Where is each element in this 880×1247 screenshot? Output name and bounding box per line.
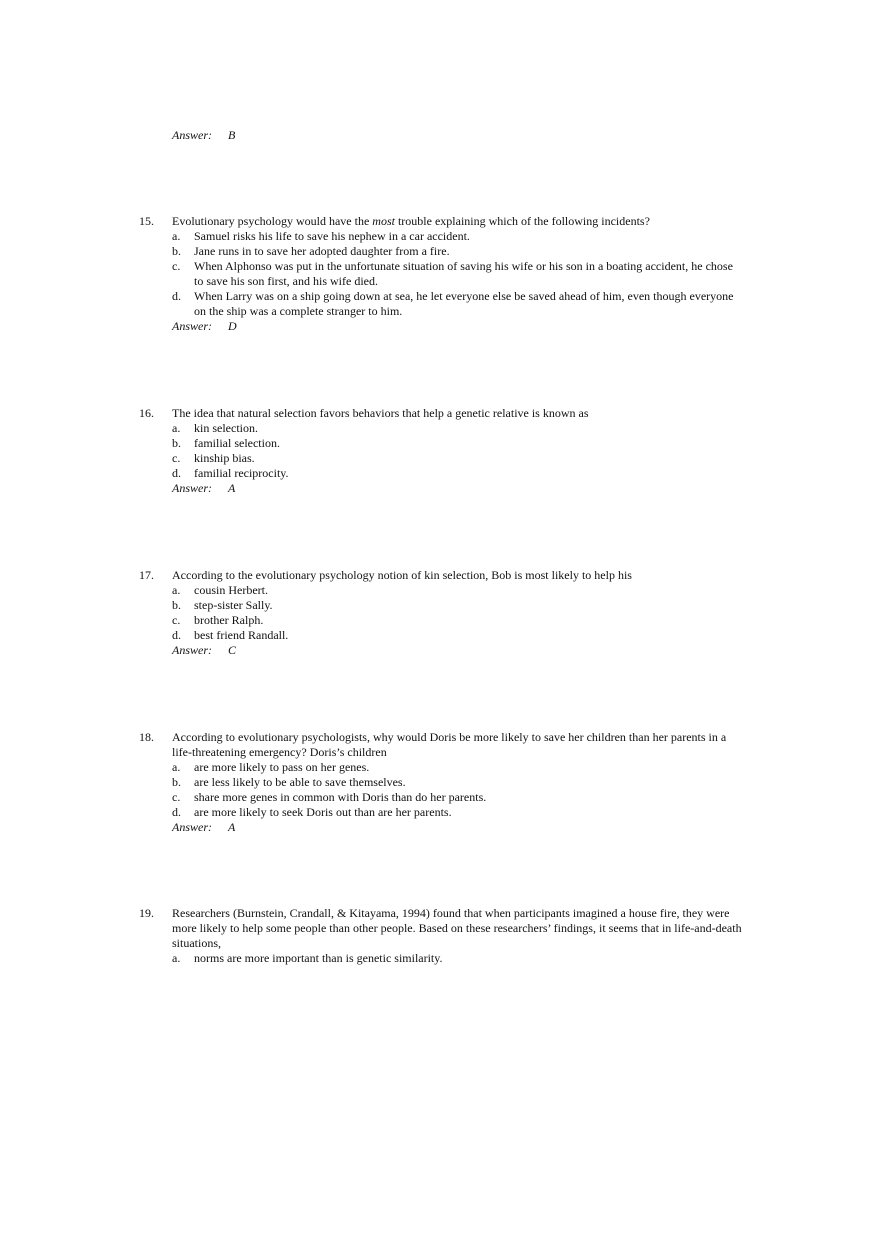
question-19 — [0, 906, 880, 966]
answer-value: A — [228, 820, 236, 834]
option-d — [0, 628, 742, 643]
option-letter: c. — [172, 451, 181, 465]
stem-text: Evolutionary psychology would have the — [172, 214, 373, 228]
stem-text: trouble explaining which of the following incidents? — [394, 214, 650, 228]
option-text: cousin Herbert. — [194, 583, 268, 597]
option-text: familial reciprocity. — [194, 466, 289, 480]
question-number: 19. — [139, 906, 154, 920]
option-letter: d. — [172, 805, 181, 819]
answer-value: D — [228, 319, 237, 333]
option-d — [0, 289, 742, 319]
options-list — [0, 951, 880, 966]
question-stem — [0, 730, 742, 760]
option-letter: b. — [172, 598, 181, 612]
options-list — [0, 583, 880, 643]
options-list — [0, 229, 880, 319]
question-17 — [0, 568, 880, 658]
question-stem — [0, 906, 742, 951]
option-d — [0, 805, 742, 820]
option-letter: c. — [172, 259, 181, 273]
option-text: share more genes in common with Doris than do her parents. — [194, 790, 487, 804]
option-text: kinship bias. — [194, 451, 255, 465]
question-number: 15. — [139, 214, 154, 228]
option-letter: c. — [172, 613, 181, 627]
option-b — [0, 436, 742, 451]
question-stem — [0, 568, 742, 583]
option-b — [0, 244, 742, 259]
option-a — [0, 583, 742, 598]
option-letter: d. — [172, 289, 181, 303]
stem-emphasis: most — [372, 214, 395, 228]
question-stem — [0, 406, 742, 421]
option-text: Jane runs in to save her adopted daughter from a fire. — [194, 244, 450, 258]
options-list — [0, 760, 880, 820]
question-stem — [0, 214, 742, 229]
answer-value: C — [228, 643, 237, 657]
option-text: are more likely to seek Doris out than are her parents. — [194, 805, 452, 819]
stem-text: According to the evolutionary psychology notion of kin selection, Bob is most likely to help his — [172, 568, 632, 582]
option-letter: c. — [172, 790, 181, 804]
question-number: 18. — [139, 730, 154, 744]
option-text: norms are more important than is genetic similarity. — [194, 951, 443, 965]
option-letter: d. — [172, 466, 181, 480]
answer-label: Answer: — [172, 128, 212, 142]
option-b — [0, 775, 742, 790]
option-letter: a. — [172, 760, 181, 774]
option-letter: b. — [172, 775, 181, 789]
answer-line — [0, 319, 880, 334]
answer-value: B — [228, 128, 236, 142]
answer-line — [172, 128, 235, 143]
answer-label: Answer: — [172, 319, 212, 333]
answer-value: A — [228, 481, 236, 495]
stem-text: Researchers (Burnstein, Crandall, & Kitayama, 1994) found that when participants imagined a house fire, they were more likely to help some people than other people. Based on these researchers’ findings, it seems that in life-and-death situations, — [172, 906, 742, 950]
option-c — [0, 451, 742, 466]
option-letter: a. — [172, 421, 181, 435]
option-d — [0, 466, 742, 481]
option-text: When Larry was on a ship going down at sea, he let everyone else be saved ahead of him, even though everyone on the ship was a complete stranger to him. — [194, 289, 734, 318]
option-c — [0, 790, 742, 805]
option-text: familial selection. — [194, 436, 280, 450]
option-text: are more likely to pass on her genes. — [194, 760, 370, 774]
option-letter: d. — [172, 628, 181, 642]
answer-label: Answer: — [172, 820, 212, 834]
option-letter: a. — [172, 951, 181, 965]
stem-text: The idea that natural selection favors behaviors that help a genetic relative is known as — [172, 406, 589, 420]
options-list — [0, 421, 880, 481]
option-a — [0, 421, 742, 436]
option-a — [0, 760, 742, 775]
option-letter: a. — [172, 583, 181, 597]
answer-label: Answer: — [172, 643, 212, 657]
option-text: step-sister Sally. — [194, 598, 273, 612]
question-number: 16. — [139, 406, 154, 420]
question-16 — [0, 406, 880, 496]
question-number: 17. — [139, 568, 154, 582]
answer-line — [0, 643, 880, 658]
option-text: When Alphonso was put in the unfortunate situation of saving his wife or his son in a boating accident, he chose to save his son first, and his wife died. — [194, 259, 733, 288]
option-a — [0, 951, 742, 966]
option-text: are less likely to be able to save themselves. — [194, 775, 406, 789]
answer-label: Answer: — [172, 481, 212, 495]
option-letter: b. — [172, 436, 181, 450]
option-text: kin selection. — [194, 421, 258, 435]
question-15 — [0, 214, 880, 334]
option-c — [0, 259, 742, 289]
option-text: best friend Randall. — [194, 628, 289, 642]
question-18 — [0, 730, 880, 835]
option-text: brother Ralph. — [194, 613, 264, 627]
answer-line — [0, 820, 880, 835]
option-b — [0, 598, 742, 613]
answer-line — [0, 481, 880, 496]
stem-text: According to evolutionary psychologists, why would Doris be more likely to save her children than her parents in a life-threatening emergency? Doris’s children — [172, 730, 727, 759]
option-letter: b. — [172, 244, 181, 258]
option-text: Samuel risks his life to save his nephew in a car accident. — [194, 229, 470, 243]
option-letter: a. — [172, 229, 181, 243]
option-c — [0, 613, 742, 628]
option-a — [0, 229, 742, 244]
